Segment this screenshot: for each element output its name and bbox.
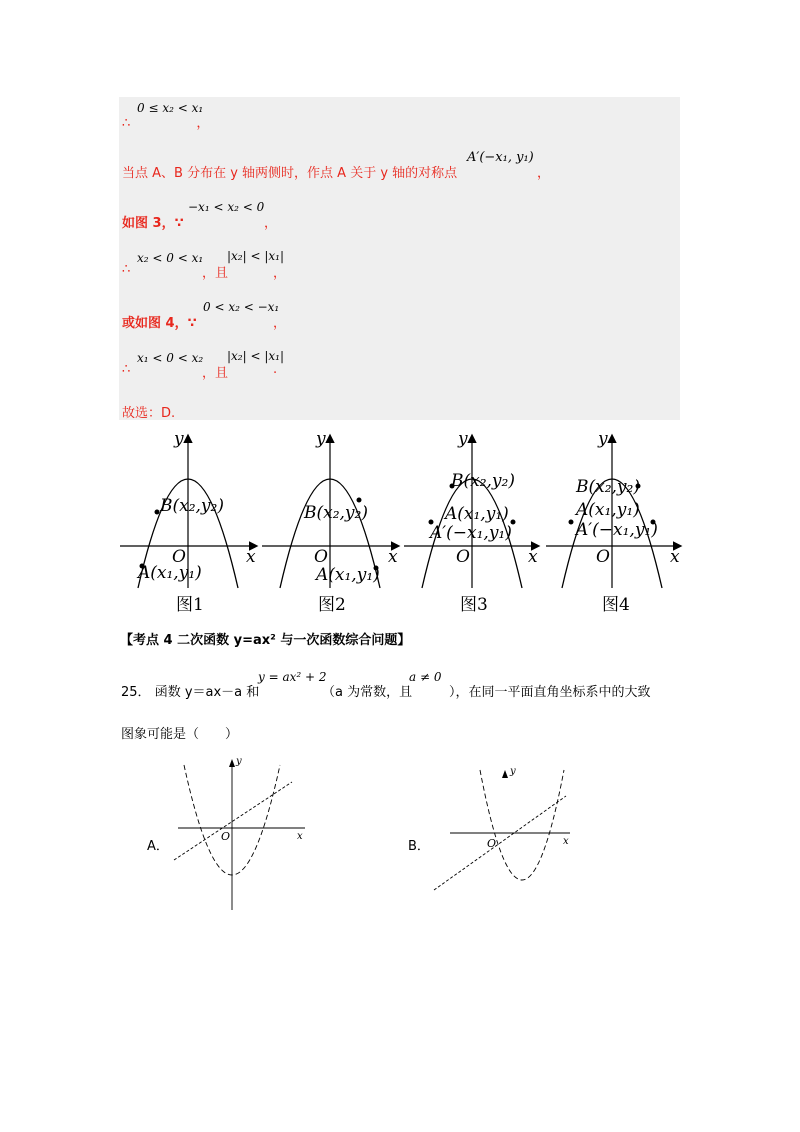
solution-line4-tail: ， [273, 266, 287, 281]
question-math-2: a ≠ 0 [409, 670, 442, 684]
fig4-origin-label: O [596, 547, 610, 567]
solution-line2-text: 当点 A、B 分布在 y 轴两侧时，作点 A 关于 y 轴的对称点 [122, 166, 458, 181]
question-text-c: ），在同一平面直角坐标系中的大致 [449, 685, 651, 700]
option-b-x-label: x [563, 836, 569, 847]
fig1-origin-label: O [172, 547, 186, 567]
fig3-point-b-label: B(x₂,y₂) [451, 471, 515, 491]
fig1-point-a-label: A(x₁,y₁) [138, 563, 202, 583]
option-a-x-label: x [297, 831, 303, 842]
fig1-y-label: y [174, 430, 184, 449]
fig2-point-b-label: B(x₂,y₂) [304, 503, 368, 523]
solution-line4 [122, 262, 130, 277]
figure-4 [546, 430, 680, 615]
fig2-point-a-label: A(x₁,y₁) [316, 565, 380, 585]
answer-text: 故选：D. [122, 406, 176, 421]
fig2-y-label: y [316, 430, 326, 449]
question-text-b: （a 为常数，且 [322, 685, 413, 700]
solution-line2 [122, 162, 457, 181]
fig4-caption: 图4 [602, 595, 630, 615]
option-b-graph [430, 760, 580, 900]
fig2-x-label: x [388, 547, 398, 567]
solution-line5-math: 0 < x₂ < −x₁ [203, 300, 280, 314]
fig1-point-b-label: B(x₂,y₂) [160, 496, 224, 516]
figure-2 [262, 430, 398, 615]
question-text-d: 图象可能是（ ） [121, 727, 239, 742]
option-a-label[interactable]: A． [147, 839, 169, 854]
fig4-point-a-prime-label: A′(−x₁,y₁) [576, 520, 658, 540]
therefore-symbol: ∴ [122, 362, 131, 377]
solution-line3 [122, 212, 184, 231]
fig3-point-a-label: A(x₁,y₁) [445, 504, 509, 524]
solution-line7 [122, 402, 175, 421]
solution-line6-math: x₁ < 0 < x₂ [137, 351, 204, 365]
question-25-line1 [121, 681, 259, 700]
solution-line3-text: 如图 3，∵ [122, 216, 184, 231]
option-a-graph [170, 755, 310, 915]
solution-line4-math: x₂ < 0 < x₁ [137, 251, 204, 265]
solution-line6-math2: |x₂| < |x₁| [227, 349, 285, 363]
option-b-label[interactable]: B． [408, 839, 430, 854]
question-text-a: 函数 y＝ax－a 和 [154, 685, 260, 700]
fig3-point-a-prime-label: A′(−x₁,y₁) [430, 523, 512, 543]
fig1-caption: 图1 [176, 595, 204, 615]
solution-line4-math2: |x₂| < |x₁| [227, 249, 285, 263]
solution-line2-math: A′(−x₁, y₁) [467, 150, 534, 165]
option-b-origin-label: O [487, 837, 497, 850]
figure-3 [404, 430, 538, 615]
solution-line4-and: ，且 [202, 266, 229, 281]
solution-line6 [122, 362, 130, 377]
section-heading: 【考点 4 二次函数 y=ax² 与一次函数综合问题】 [120, 633, 411, 648]
question-math-1: y = ax² + 2 [258, 670, 327, 684]
fig4-x-label: x [670, 547, 680, 567]
solution-line5 [122, 312, 197, 331]
parabola-figures [118, 430, 688, 620]
fig3-y-label: y [458, 430, 468, 449]
therefore-symbol: ∴ [122, 262, 131, 277]
solution-line6-tail: . [273, 362, 278, 377]
fig2-caption: 图2 [318, 595, 346, 615]
option-a-origin-label: O [221, 830, 231, 843]
solution-line2-tail: ， [537, 166, 551, 181]
fig4-point-a-label: A(x₁,y₁) [576, 500, 640, 520]
solution-line1-math: 0 ≤ x₂ < x₁ [137, 101, 204, 115]
fig3-origin-label: O [456, 547, 470, 567]
question-number: 25． [121, 685, 151, 700]
fig1-x-label: x [246, 547, 256, 567]
option-b-y-label: y [510, 766, 516, 777]
solution-line5-tail: ， [273, 316, 287, 331]
fig2-origin-label: O [314, 547, 328, 567]
fig3-caption: 图3 [460, 595, 488, 615]
solution-line6-and: ，且 [202, 366, 229, 381]
fig4-point-b-label: B(x₂,y₂) [576, 477, 640, 497]
therefore-symbol: ∴ [122, 116, 131, 131]
solution-line1: ∴ ， [122, 116, 210, 131]
solution-line5-text: 或如图 4，∵ [122, 316, 197, 331]
fig3-x-label: x [528, 547, 538, 567]
solution-line3-tail: ， [264, 216, 278, 231]
fig4-y-label: y [598, 430, 608, 449]
option-a-y-label: y [236, 756, 242, 767]
figure-1 [120, 430, 256, 615]
solution-line3-math: −x₁ < x₂ < 0 [188, 200, 265, 214]
